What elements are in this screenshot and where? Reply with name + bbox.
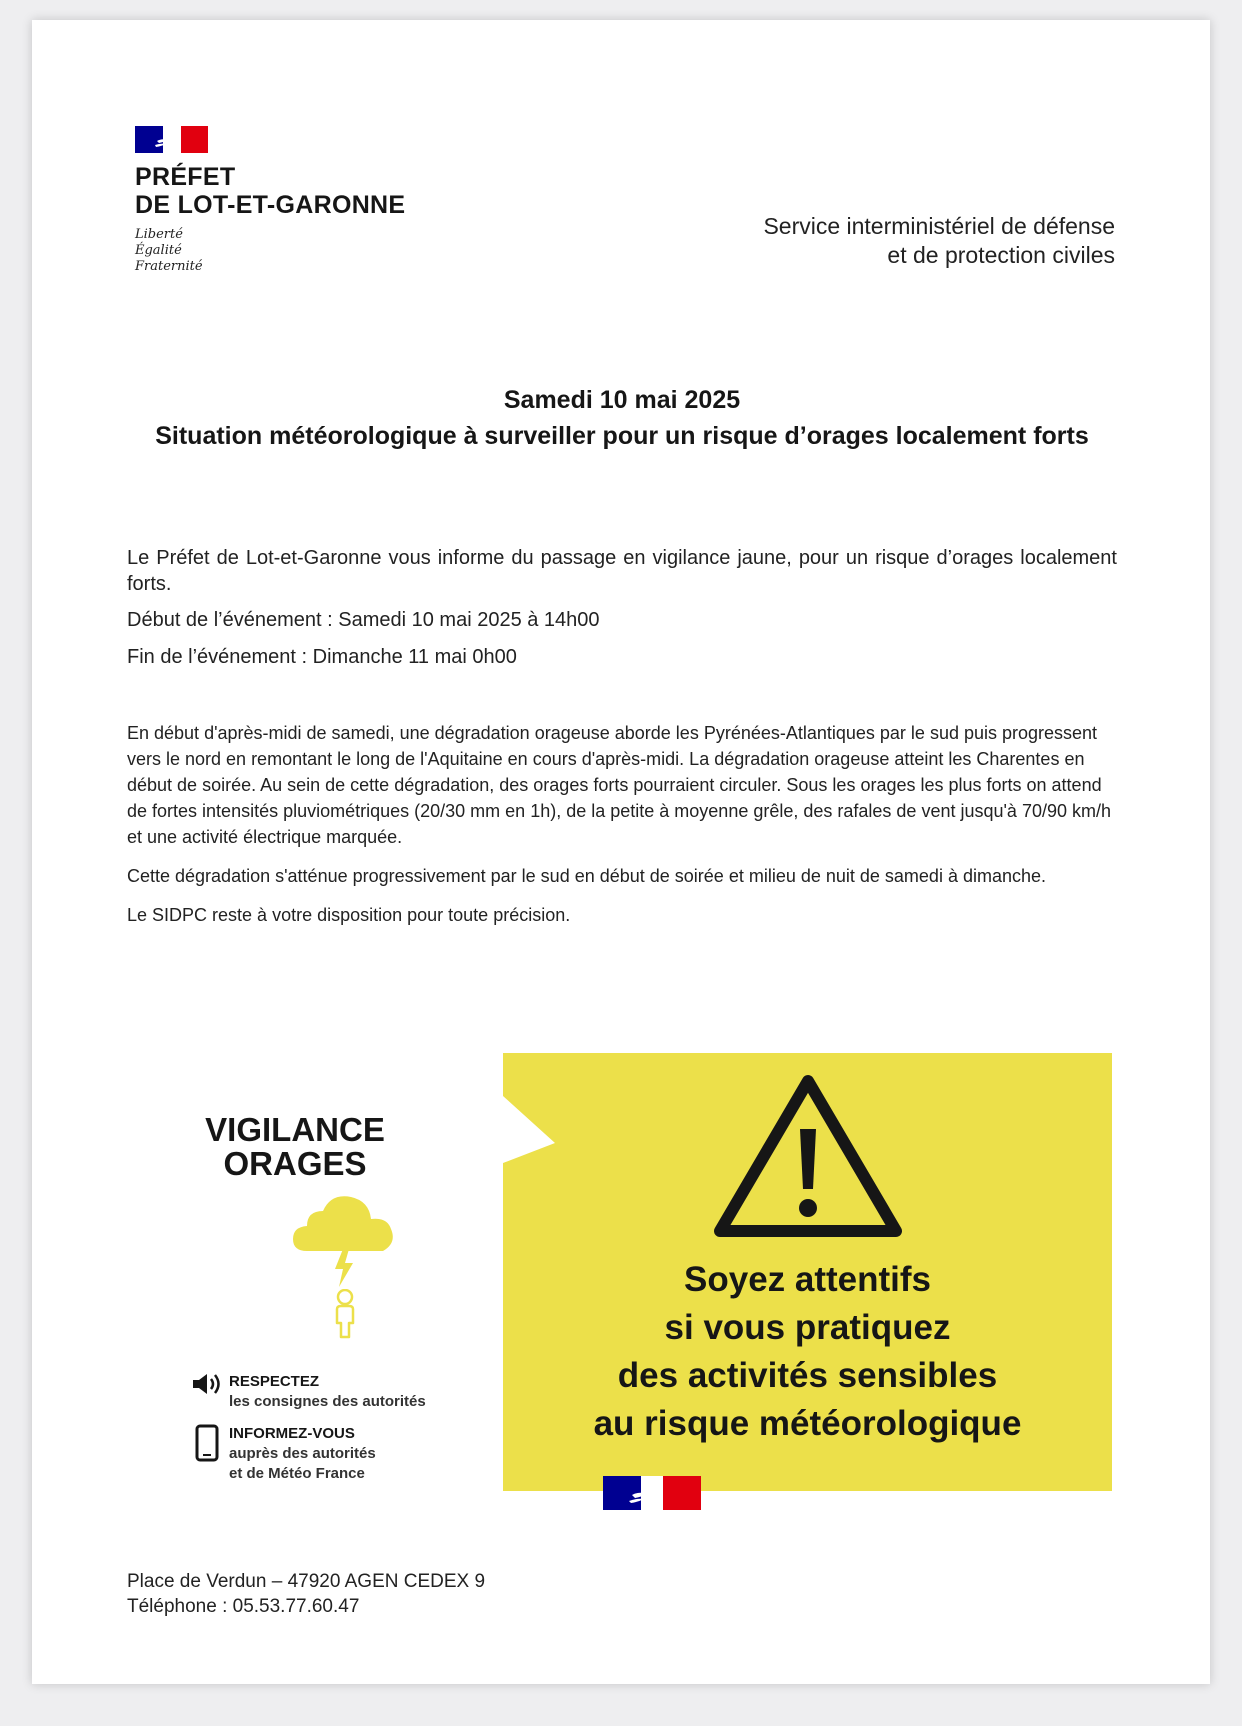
event-end: Fin de l’événement : Dimanche 11 mai 0h00 <box>127 646 517 668</box>
warning-triangle-icon <box>712 1071 904 1241</box>
speaker-icon <box>191 1372 225 1396</box>
person-icon <box>332 1289 358 1339</box>
warning-line: des activités sensibles <box>617 1356 998 1395</box>
vigilance-line1: VIGILANCE <box>205 1111 385 1148</box>
warning-line: au risque météorologique <box>593 1404 1022 1443</box>
vigilance-title <box>177 1113 413 1181</box>
event-start: Début de l’événement : Samedi 10 mai 2025 à 14h00 <box>127 609 600 631</box>
prefecture-name <box>135 163 405 219</box>
document-page <box>32 20 1210 1684</box>
motto-egalite: Égalité <box>135 243 182 258</box>
marianne-flag-icon <box>135 126 208 153</box>
service-line2: et de protection civiles <box>887 242 1115 268</box>
footer-address <box>127 1569 485 1619</box>
lightning-icon <box>331 1249 357 1287</box>
vigilance-poster <box>177 1053 1112 1506</box>
poster-marianne-icon <box>603 1476 701 1510</box>
address-line: Place de Verdun – 47920 AGEN CEDEX 9 <box>127 1571 486 1592</box>
warning-line: si vous pratiquez <box>664 1308 951 1347</box>
republic-motto <box>135 227 405 275</box>
informez-sub1: auprès des autorités <box>229 1445 376 1462</box>
advice-list <box>189 1372 479 1496</box>
respectez-label: RESPECTEZ <box>229 1373 320 1390</box>
intro-section <box>127 545 1117 681</box>
forecast-section <box>127 720 1117 941</box>
motto-liberte: Liberté <box>135 227 183 242</box>
respectez-sub: les consignes des autorités <box>229 1393 426 1410</box>
title-date: Samedi 10 mai 2025 <box>503 386 741 414</box>
warning-panel <box>503 1053 1112 1491</box>
service-line1: Service interministériel de défense <box>763 213 1115 239</box>
phone-line: Téléphone : 05.53.77.60.47 <box>127 1596 360 1617</box>
title-subject: Situation météorologique à surveiller pour un risque d’orages localement forts <box>155 422 1089 450</box>
advice-informez <box>189 1424 479 1484</box>
warning-line: Soyez attentifs <box>684 1260 931 1299</box>
motto-fraternite: Fraternité <box>135 259 203 274</box>
logo-title-line1: PRÉFET <box>135 163 236 191</box>
intro-paragraph: Le Préfet de Lot-et-Garonne vous informe du passage en vigilance jaune, pour un risque d’orages localement forts. <box>127 547 1117 595</box>
forecast-paragraph: Cette dégradation s'atténue progressivement par le sud en début de soirée et milieu de nuit de samedi à dimanche. <box>127 866 1047 886</box>
phone-icon <box>191 1424 225 1462</box>
warning-message <box>503 1256 1112 1448</box>
contact-paragraph: Le SIDPC reste à votre disposition pour toute précision. <box>127 905 571 925</box>
forecast-paragraph: En début d'après-midi de samedi, une dégradation orageuse aborde les Pyrénées-Atlantiques par le sud puis progressent vers le nord en remontant le long de l'Aquitaine en cours d'après-midi. La dégradation orageuse atteint les Charentes en début de soirée. Au sein de cette dégradation, des orages forts pourraient circuler. Sous les orages les plus forts on attend de fortes intensités pluviométriques (20/30 mm en 1h), de la petite à moyenne grêle, des rafales de vent jusqu'à 70/90 km/h et une activité électrique marquée. <box>127 723 1111 847</box>
prefecture-logo <box>135 126 405 275</box>
cloud-icon <box>293 1193 397 1253</box>
vigilance-line2: ORAGES <box>223 1145 367 1182</box>
informez-sub2: et de Météo France <box>229 1465 365 1482</box>
logo-title-line2: DE LOT-ET-GARONNE <box>135 191 406 219</box>
service-name <box>763 212 1115 270</box>
advice-respectez <box>189 1372 479 1412</box>
informez-label: INFORMEZ-VOUS <box>229 1425 355 1442</box>
document-title <box>122 382 1122 454</box>
